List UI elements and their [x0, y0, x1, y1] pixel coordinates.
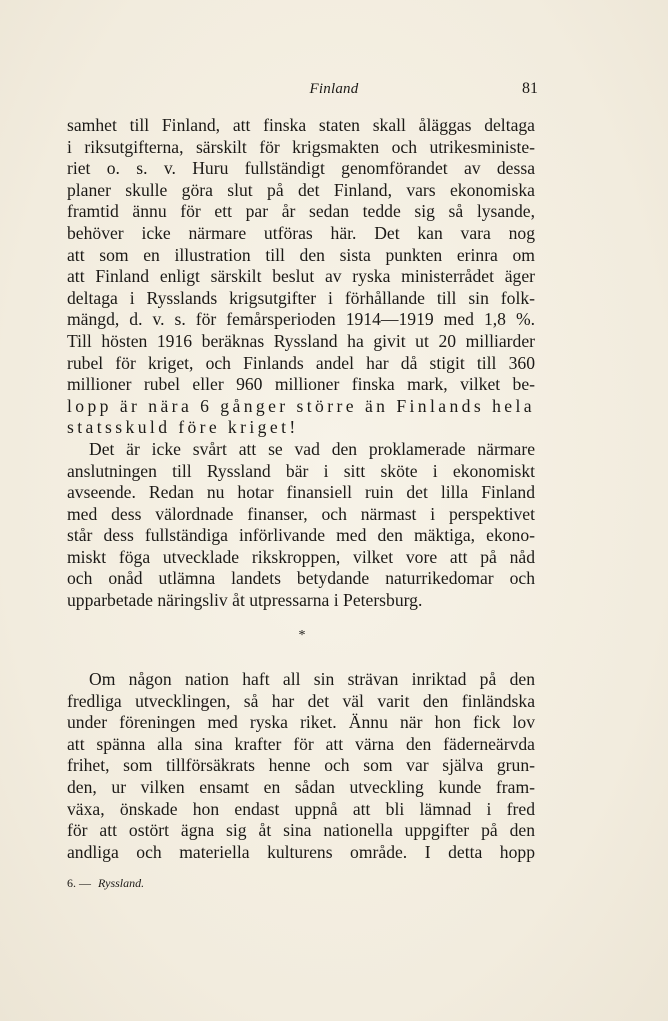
text-line: Om någon nation haft all sin strävan inriktad på den [89, 669, 535, 689]
text-line: står dess fullständiga införlivande med den mäktiga, ekono- [67, 525, 535, 546]
text-block-upper [67, 115, 535, 612]
text-line: och onåd utlämna landets betydande naturrikedomar och [67, 568, 535, 589]
text-line: andliga och materiella kulturens område. I detta hopp [67, 841, 535, 862]
signature-title: Ryssland. [98, 876, 145, 890]
text-line: fredliga utvecklingen, så har det väl varit den finländska [67, 690, 535, 711]
text-line: millioner rubel eller 960 millioner finska mark, vilket be- [67, 374, 535, 395]
text-line: miskt föga utvecklade rikskroppen, vilket vore att på nåd [67, 546, 535, 567]
text-line: Det är icke svårt att se vad den proklamerade närmare [89, 438, 535, 459]
text-line: att spänna alla sina krafter för att värna den fäderneärvda [67, 733, 535, 754]
text-line: upparbetade näringsliv åt utpressarna i Petersburg. [67, 590, 423, 611]
text-line: växa, önskade hon endast uppnå att bli lämnad i fred [67, 798, 535, 819]
text-line-emphasized: lopp är nära 6 gånger större än Finlands hela [67, 395, 535, 416]
text-line: deltaga i Rysslands krigsutgifter i förhållande till sin folk- [67, 287, 535, 308]
text-line: Till hösten 1916 beräknas Ryssland ha givit ut 20 milliarder [67, 330, 535, 351]
text-line: med dess välordnade finanser, och närmast i perspektivet [67, 503, 535, 524]
running-title: Finland [309, 81, 359, 97]
text-line: framtid ännu för ett par år sedan tedde sig så lysande, [67, 201, 535, 222]
text-block-lower [67, 669, 535, 863]
text-line: under föreningen med ryska riket. Ännu när hon fick lov [67, 712, 535, 733]
text-line: frihet, som tillförsäkrats henne och som var själva grun- [67, 755, 535, 776]
text-line: att som en illustration till den sista punkten erinra om [67, 244, 535, 265]
text-line: mängd, d. v. s. för femårsperioden 1914—1919 med 1,8 %. [67, 309, 535, 330]
text-line: för att ostört ägna sig åt sina nationella uppgifter på den [67, 820, 535, 841]
text-line: avseende. Redan nu hotar finansiell ruin det lilla Finland [67, 482, 535, 503]
text-line-emphasized: statsskuld före kriget! [67, 417, 299, 438]
signature-mark [67, 876, 144, 891]
section-break-asterisk: * [298, 628, 306, 643]
text-line: rubel för kriget, och Finlands andel har då stigit till 360 [67, 352, 535, 373]
text-line: behöver icke närmare utföras här. Det kan vara nog [67, 222, 535, 243]
text-line: att Finland enligt särskilt beslut av ryska ministerrådet äger [67, 266, 535, 287]
text-line: samhet till Finland, att finska staten skall åläggas deltaga [67, 115, 535, 135]
text-line: planer skulle göra slut på det Finland, vars ekonomiska [67, 179, 535, 200]
signature-number: 6. — [67, 876, 91, 890]
page-number: 81 [522, 80, 538, 97]
text-line: den, ur vilken ensamt en sådan utveckling kunde fram- [67, 776, 535, 797]
text-line: i riksutgifterna, särskilt för krigsmakten och utrikesministe- [67, 136, 535, 157]
text-line: anslutningen till Ryssland bär i sitt sköte i ekonomiskt [67, 460, 535, 481]
text-line: riet o. s. v. Huru fullständigt genomförandet av dessa [67, 158, 535, 179]
